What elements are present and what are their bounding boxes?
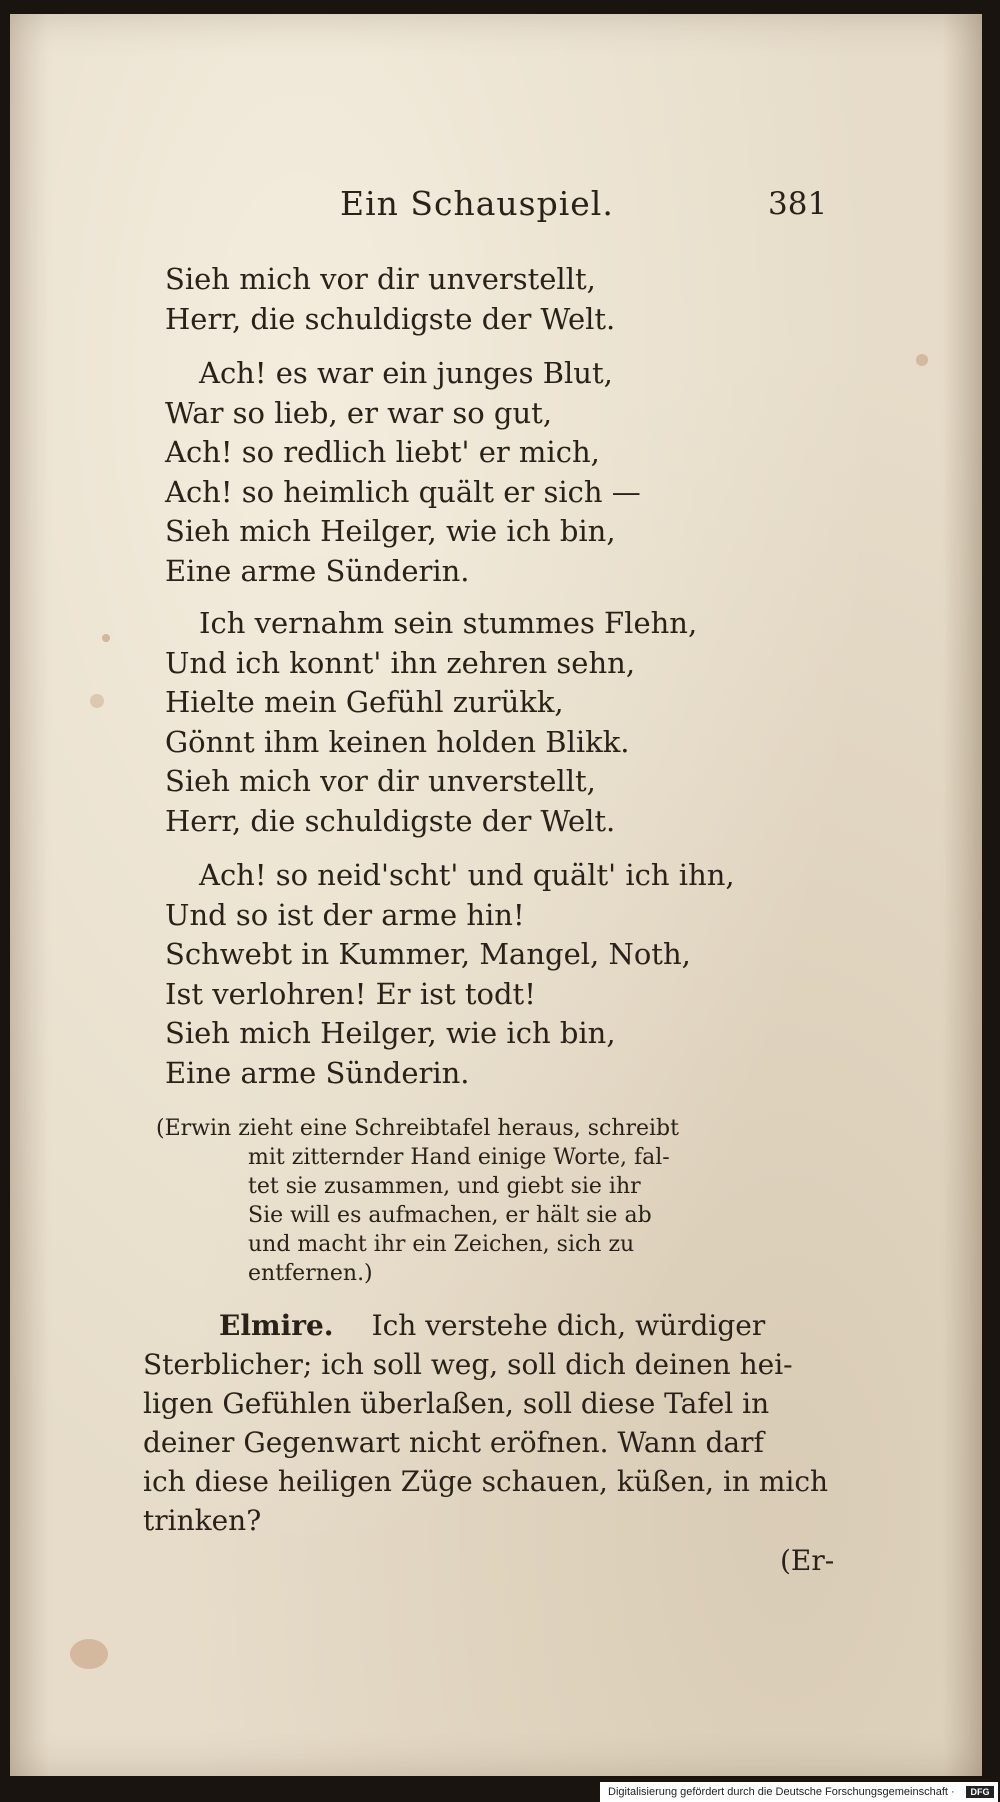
stanza-1 xyxy=(165,260,845,339)
stanza-3 xyxy=(165,604,845,841)
speech-line: ich diese heiligen Züge schauen, küßen, in mich xyxy=(143,1465,829,1498)
verse-line: Herr, die schuldigste der Welt. xyxy=(165,803,616,838)
verse-line: Sieh mich vor dir unverstellt, xyxy=(165,262,596,296)
speech-line: Sterblicher; ich soll weg, soll dich deinen hei- xyxy=(143,1348,793,1381)
verse-line: Sieh mich vor dir unverstellt, xyxy=(165,764,596,798)
speech-text: Ich verstehe dich, würdiger xyxy=(371,1309,766,1342)
speech-block xyxy=(143,1306,843,1540)
book-page xyxy=(10,14,982,1776)
paper-stain xyxy=(70,1639,108,1669)
verse-line: Ach! so redlich liebt' er mich, xyxy=(165,435,600,469)
verse-line: Ich vernahm sein stummes Flehn, xyxy=(199,606,698,640)
verse-line: Ach! so heimlich quält er sich — xyxy=(165,474,641,509)
paper-stain xyxy=(102,634,110,642)
verse-line: Ach! so neid'scht' und quält' ich ihn, xyxy=(199,858,735,892)
speech-line: trinken? xyxy=(143,1504,262,1537)
verse-line: Ach! es war ein junges Blut, xyxy=(199,356,613,390)
verse-line: Sieh mich Heilger, wie ich bin, xyxy=(165,1016,616,1050)
verse-line: Sieh mich Heilger, wie ich bin, xyxy=(165,514,616,548)
verse-line: Schwebt in Kummer, Mangel, Noth, xyxy=(165,937,691,971)
stage-direction-line: (Erwin zieht eine Schreibtafel heraus, schreibt xyxy=(156,1116,679,1141)
verse-line: War so lieb, er war so gut, xyxy=(165,395,553,430)
stage-direction-line: Sie will es aufmachen, er hält sie ab xyxy=(248,1203,652,1228)
dfg-logo-icon: DFG xyxy=(966,1786,994,1798)
stage-direction-line: tet sie zusammen, und giebt sie ihr xyxy=(248,1174,641,1199)
stage-direction-line: und macht ihr ein Zeichen, sich zu xyxy=(248,1232,635,1257)
stage-direction-line: entfernen.) xyxy=(248,1261,373,1286)
stanza-2 xyxy=(165,354,845,591)
digitization-footer xyxy=(600,1782,998,1802)
verse-line: Und ich konnt' ihn zehren sehn, xyxy=(165,645,636,680)
verse-line: Und so ist der arme hin! xyxy=(165,897,525,932)
running-head xyxy=(340,184,840,234)
stage-direction-line: mit zitternder Hand einige Worte, fal- xyxy=(248,1145,670,1170)
stage-direction xyxy=(156,1114,836,1288)
speaker-name: Elmire. xyxy=(219,1309,334,1342)
speech-line: ligen Gefühlen überlaßen, soll diese Tafel in xyxy=(143,1387,770,1420)
speech-first-line xyxy=(143,1306,843,1345)
verse-line: Gönnt ihm keinen holden Blikk. xyxy=(165,724,630,759)
verse-line: Hielte mein Gefühl zurükk, xyxy=(165,685,564,719)
verse-line: Eine arme Sünderin. xyxy=(165,553,470,588)
paper-stain xyxy=(916,354,928,366)
running-title: Ein Schauspiel. xyxy=(340,184,614,223)
verse-line: Eine arme Sünderin. xyxy=(165,1055,470,1090)
page-number: 381 xyxy=(768,186,828,222)
catchword: (Er- xyxy=(780,1544,835,1577)
verse-line: Ist verlohren! Er ist todt! xyxy=(165,976,536,1011)
paper-stain xyxy=(90,694,104,708)
verse-line: Herr, die schuldigste der Welt. xyxy=(165,301,616,336)
speech-line: deiner Gegenwart nicht eröfnen. Wann darf xyxy=(143,1426,764,1459)
funding-note: Digitalisierung gefördert durch die Deutsche Forschungsgemeinschaft · xyxy=(608,1786,955,1798)
stanza-4 xyxy=(165,856,845,1093)
